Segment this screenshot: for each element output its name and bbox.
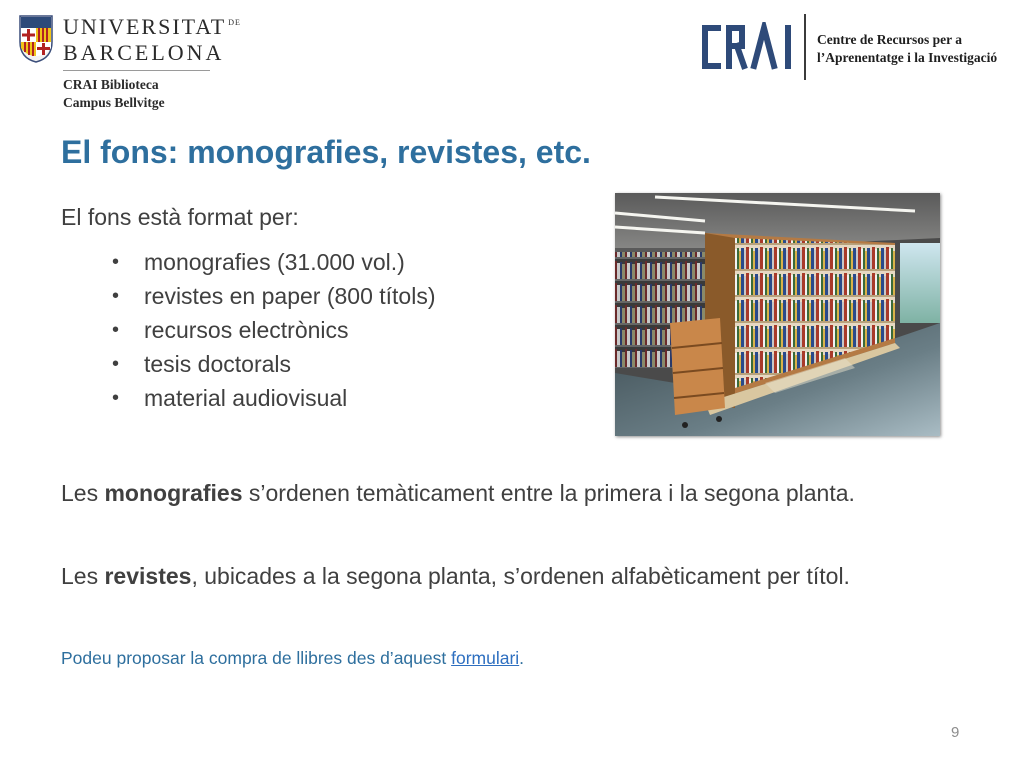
university-name-line2: BARCELONA [63,40,225,65]
header-divider [63,70,210,71]
collection-list [112,245,435,415]
journals-paragraph: Les revistes, ubicades a la segona planta, s’ordenen alfabèticament per títol. [61,563,850,589]
list-item: • material audiovisual [112,381,435,415]
bullet-icon: • [112,387,120,409]
crai-divider [804,14,806,80]
crai-logo [698,14,1018,82]
campus-name: Campus Bellvitge [63,95,165,110]
list-item: • recursos electrònics [112,313,435,347]
page-number: 9 [951,724,960,741]
list-item: • revistes en paper (800 títols) [112,279,435,313]
monographs-paragraph: Les monografies s’ordenen temàticament entre la primera i la segona planta. [61,480,855,506]
list-item: • tesis doctorals [112,347,435,381]
library-campus-label [63,76,165,112]
library-shelves-photo [615,193,940,436]
university-logo [18,8,241,70]
university-name-line1: UNIVERSITAT $^{DE}$ [63,14,241,39]
purchase-proposal-paragraph: Podeu proposar la compra de llibres des d’aquest formulari. [61,648,525,668]
slide-title: El fons: monografies, revistes, etc. [61,134,591,170]
crai-desc-line1: Centre de Recursos per a [817,32,962,47]
bullet-icon: • [112,353,120,375]
crai-wordmark-icon [698,22,798,72]
intro-text: El fons està format per: [61,204,299,230]
bullet-icon: • [112,285,120,307]
form-link[interactable]: formulari [451,648,520,668]
university-shield-icon [18,12,54,64]
library-name: CRAI Biblioteca [63,77,159,92]
bullet-icon: • [112,251,120,273]
crai-description [817,31,997,67]
bullet-icon: • [112,319,120,341]
list-item: • monografies (31.000 vol.) [112,245,435,279]
crai-desc-line2: l’Aprenentatge i la Investigació [817,50,998,65]
